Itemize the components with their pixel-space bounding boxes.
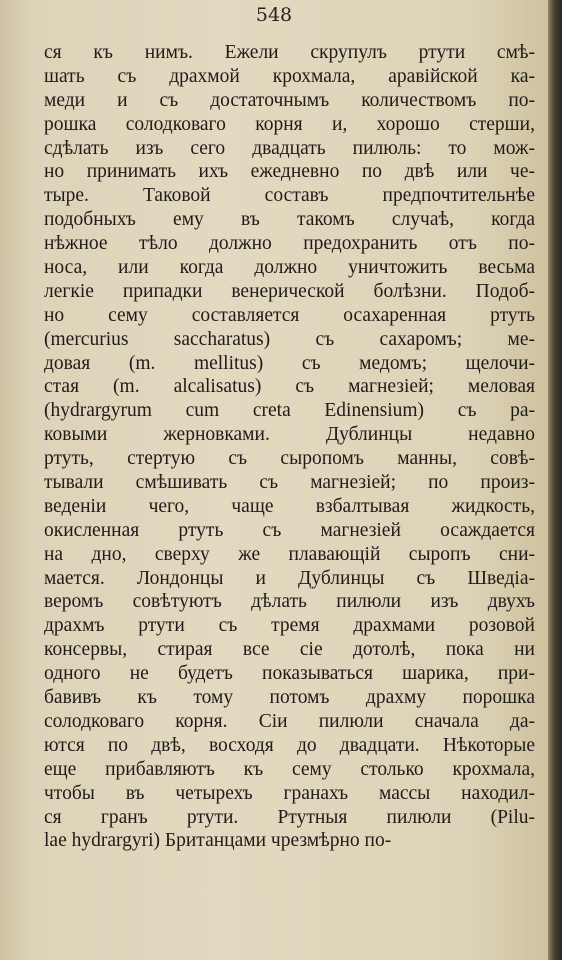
text-line: стая (m. alcalisatus) съ магнезiей; меловая — [44, 376, 535, 398]
text-line: ковыми жерновками. Дублинцы недавно — [44, 424, 535, 446]
text-line: тыре. Таковой составъ предпочтительнѣе — [44, 185, 535, 207]
text-line: нѣжное тѣло должно предохранить отъ по- — [44, 233, 535, 255]
text-line: ся гранъ ртути. Ртутныя пилюли (Pilu- — [44, 806, 535, 828]
text-line: ртуть, стертую съ сыропомъ манны, совѣ- — [44, 448, 535, 470]
text-line: еще прибавляютъ къ сему столько крохмала, — [44, 758, 535, 780]
text-line: солодковаго корня. Сiи пилюли сначала да- — [44, 710, 535, 732]
text-line: носа, или когда должно уничтожить весьма — [44, 257, 535, 279]
text-line: ются по двѣ, восходя до двадцати. Нѣкоторые — [44, 734, 535, 756]
text-line: шать съ драхмой крохмала, аравiйской ка- — [44, 65, 535, 87]
text-line: веденiи чего, чаще взбалтывая жидкость, — [44, 495, 535, 517]
text-line: бавивъ къ тому потомъ драхму порошка — [44, 687, 535, 709]
text-line: но принимать ихъ ежедневно по двѣ или че- — [44, 161, 535, 183]
page-number: 548 — [255, 4, 293, 26]
text-line: веромъ совѣтуютъ дѣлать пилюли изъ двухъ — [44, 591, 535, 613]
text-line: но сему составляется осахаренная ртуть — [44, 304, 535, 326]
text-line: довая (m. mellitus) съ медомъ; щелочи- — [44, 352, 535, 374]
text-line: консервы, стирая все сiе дотолѣ, пока ни — [44, 639, 535, 661]
text-line: (mercurius saccharatus) съ сахаромъ; ме- — [44, 328, 535, 350]
text-line: меди и съ достаточнымъ количествомъ по- — [44, 89, 535, 111]
text-line: драхмъ ртути съ тремя драхмами розовой — [44, 615, 535, 637]
book-binding-edge — [548, 0, 562, 960]
text-line: легкiе припадки венерической болѣзни. Подоб- — [44, 280, 535, 302]
text-line: ся къ нимъ. Ежели скрупулъ ртути смѣ- — [44, 42, 535, 63]
text-line: (hydrargyrum cum creta Edinensium) съ ра- — [44, 400, 535, 422]
text-line: чтобы въ четырехъ гранахъ массы находил- — [44, 782, 535, 804]
text-line: lae hydrargyri) Британцами чрезмѣрно по- — [44, 830, 392, 852]
text-line: одного не будетъ показываться шарика, при- — [44, 663, 535, 685]
text-line: подобныхъ ему въ такомъ случаѣ, когда — [44, 209, 535, 231]
page-text — [44, 41, 535, 853]
text-line: рошка солодковаго корня и, хорошо стерши, — [44, 113, 535, 135]
text-line: сдѣлать изъ сего двадцать пилюль: то мож- — [44, 137, 535, 159]
text-line: окисленная ртуть съ магнезiей осаждается — [44, 519, 535, 541]
text-line: тывали смѣшивать съ магнезiей; по произ- — [44, 472, 535, 494]
text-line: мается. Лондонцы и Дублинцы съ Шведiа- — [44, 567, 535, 589]
text-line: на дно, сверху же плавающiй сыропъ сни- — [44, 543, 535, 565]
